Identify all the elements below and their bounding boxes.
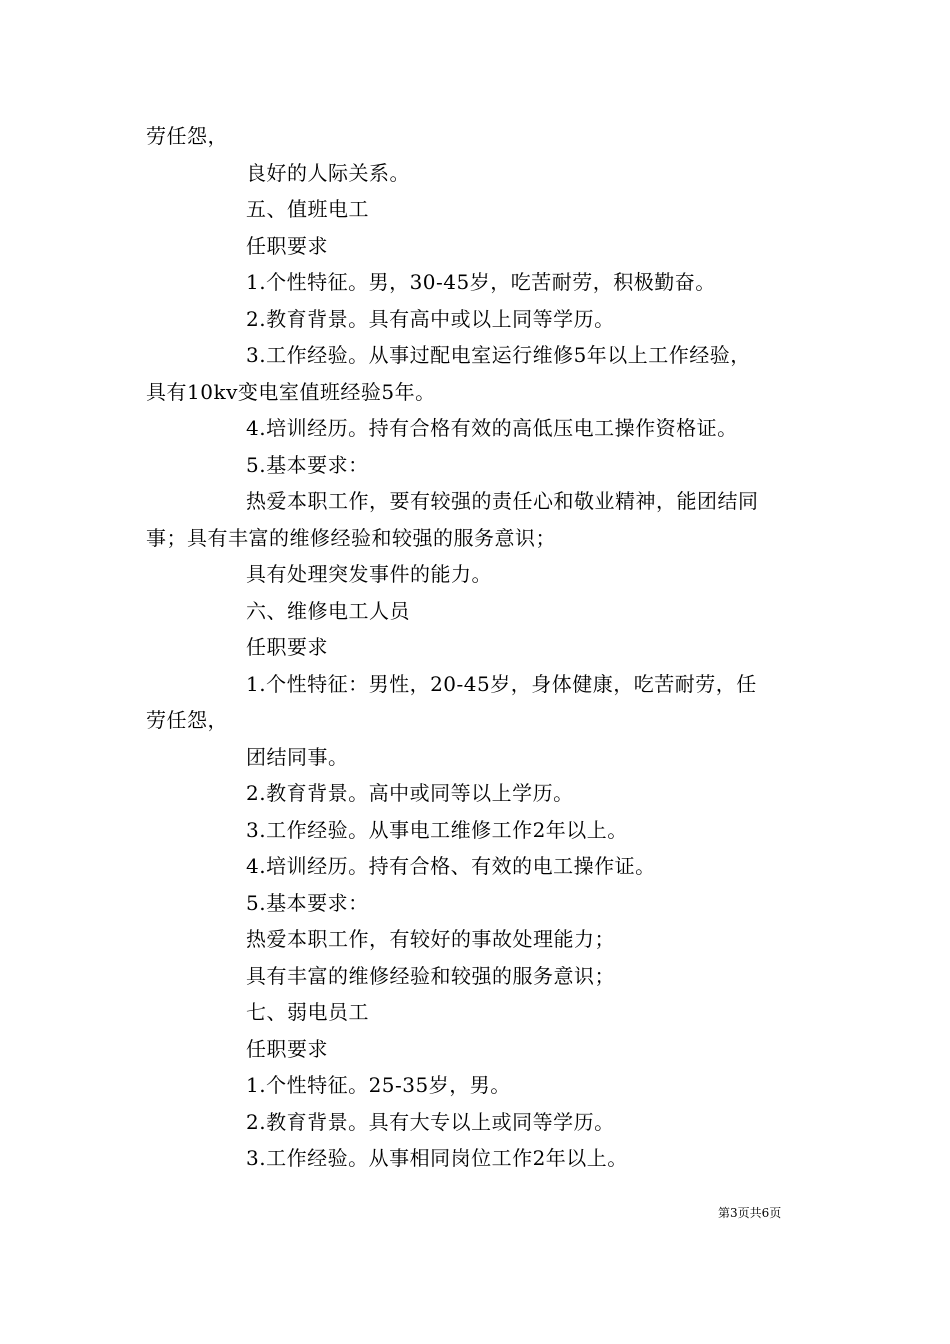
- text-line: 3.工作经验。从事相同岗位工作2年以上。: [246, 1146, 628, 1170]
- text-line: 热爱本职工作，要有较强的责任心和敬业精神，能团结同: [246, 489, 759, 513]
- text-line: 5.基本要求：: [246, 890, 369, 915]
- text-line: 5.基本要求：: [246, 452, 369, 477]
- text-line: 热爱本职工作，有较好的事故处理能力；: [246, 927, 615, 951]
- subsection-heading: 任职要求: [246, 233, 328, 258]
- text-line: 1.个性特征。男，30-45岁，吃苦耐劳，积极勤奋。: [246, 270, 716, 294]
- text-line: 4.培训经历。持有合格、有效的电工操作证。: [246, 854, 656, 878]
- page-number-footer: 第3页共6页: [718, 1206, 782, 1220]
- text-line: 2.教育背景。具有高中或以上同等学历。: [246, 306, 615, 331]
- section-heading: 七、弱电员工: [246, 1000, 369, 1024]
- text-line: 2.教育背景。具有大专以上或同等学历。: [246, 1109, 615, 1134]
- text-line: 良好的人际关系。: [246, 160, 410, 185]
- text-line: 1.个性特征：男性，20-45岁，身体健康，吃苦耐劳，任: [246, 671, 757, 696]
- subsection-heading: 任职要求: [246, 1036, 328, 1061]
- text-line: 事；具有丰富的维修经验和较强的服务意识；: [146, 525, 556, 550]
- text-line: 团结同事。: [246, 744, 349, 769]
- text-line: 3.工作经验。从事过配电室运行维修5年以上工作经验，: [246, 343, 751, 367]
- text-line: 2.教育背景。高中或同等以上学历。: [246, 781, 574, 805]
- text-line: 1.个性特征。25-35岁，男。: [246, 1073, 511, 1097]
- section-heading: 六、维修电工人员: [246, 598, 410, 623]
- section-heading: 五、值班电工: [246, 197, 369, 221]
- text-line: 具有处理突发事件的能力。: [246, 562, 492, 586]
- text-line: 具有10kv变电室值班经验5年。: [146, 379, 436, 404]
- subsection-heading: 任职要求: [246, 635, 328, 659]
- text-line: 3.工作经验。从事电工维修工作2年以上。: [246, 817, 628, 842]
- text-line: 具有丰富的维修经验和较强的服务意识；: [246, 963, 615, 988]
- document-body: [146, 118, 811, 1177]
- text-line: 劳任怨，: [146, 708, 228, 732]
- text-line: 劳任怨，: [146, 124, 228, 148]
- text-line: 4.培训经历。持有合格有效的高低压电工操作资格证。: [246, 416, 738, 440]
